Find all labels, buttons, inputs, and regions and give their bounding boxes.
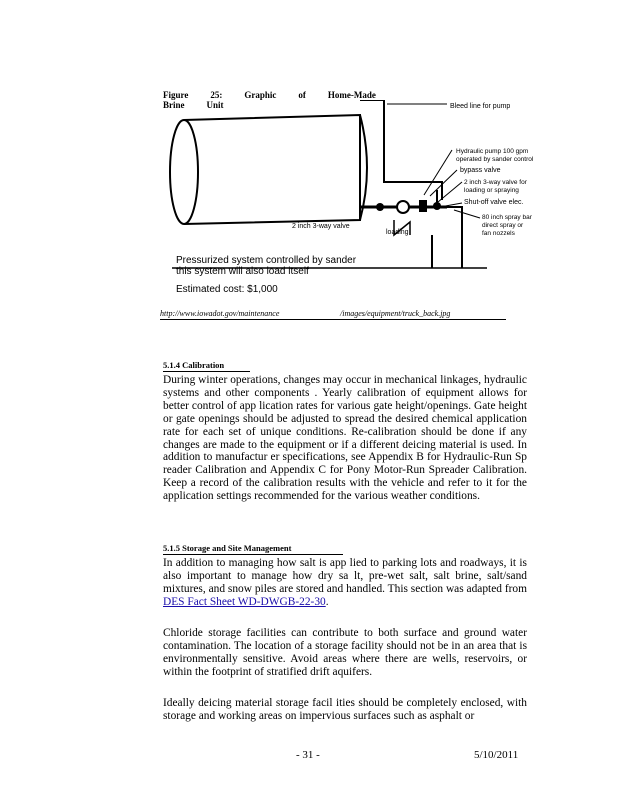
label-valve-2in: 2 inch 3-way valve [292, 223, 350, 230]
section-514-heading: 5.1.4 Calibration [163, 360, 250, 372]
label-bypass: bypass valve [460, 167, 501, 174]
label-cost: Estimated cost: $1,000 [176, 284, 278, 295]
tank-front [360, 115, 367, 220]
label-pressurized-2: this system will also load itself [176, 266, 309, 277]
pump-circle [397, 201, 409, 213]
caption-word: 25: [210, 90, 223, 100]
label-pump-1: Hydraulic pump 100 gpm [456, 148, 529, 155]
caption-word: Brine [163, 100, 185, 110]
label-shutoff: Shut-off valve elec. [464, 199, 524, 206]
caption-word: Unit [206, 100, 224, 110]
caption-word: of [298, 90, 306, 100]
tank-outline [184, 115, 360, 224]
brine-unit-svg [162, 100, 552, 305]
caption-word: Home-Made [327, 90, 376, 100]
label-loading: loading [386, 229, 409, 236]
page-number: - 31 - [296, 749, 320, 761]
label-pressurized-1: Pressurized system controlled by sander [176, 255, 357, 266]
section-515-heading: 5.1.5 Storage and Site Management [163, 543, 343, 555]
caption-word: Figure [163, 90, 189, 100]
label-spray-3: fan nozzels [482, 230, 515, 237]
section-514-body: During winter operations, changes may occur in mechanical linkages, hydraulic systems and other components . Yearly calibration of equipment allows for better control of app lication rates for various gate height/openings. Gate height or gate openings should be adjusted to spread the desired chemical application rate for each set of unique conditions. Re-calibration should be done if any changes are made to the equipment or if a different deicing material is used. In addition to manufactur er specifications, see Appendix B for Hydraulic-Run Sp reader Calibration and Appendix C for Pony Motor-Run Spreader Calibration. Keep a record of the calibration results with the vehicle and refer to it for the application settings recommended for the various weather conditions. [163, 374, 527, 503]
label-3way-2: loading or spraying [464, 187, 519, 194]
section-515-paragraph-1 [163, 557, 527, 609]
section-515-paragraph-3: Ideally deicing material storage facil ities should be completely enclosed, with storage and working areas on impervious surfaces such as asphalt or [163, 697, 527, 722]
source-part-1: http://www.iowadot.gov/maintenance [160, 309, 280, 318]
spray-feed [440, 207, 462, 268]
label-spray-2: direct spray or [482, 222, 524, 229]
valve-2in [376, 203, 384, 211]
figure-source [160, 309, 506, 320]
label-pump-2: operated by sander control [456, 156, 534, 163]
label-3way-1: 2 inch 3-way valve for [464, 179, 527, 186]
caption-word: Graphic [244, 90, 277, 100]
p1-end: . [325, 595, 329, 608]
brine-unit-diagram [162, 100, 552, 305]
footer-date: 5/10/2011 [474, 749, 519, 761]
section-515-paragraph-2: Chloride storage facilities can contribute to both surface and ground water contamination. The location of a storage facility should not be in an area that is environmentally sensitive. Avoid areas where there are wells, reservoirs, or within the footprint of stratified drift aquifers. [163, 627, 527, 678]
fact-sheet-link[interactable]: DES Fact Sheet WD-DWGB-22-30 [163, 595, 326, 608]
label-bleed: Bleed line for pump [450, 103, 511, 110]
p1-text: In addition to managing how salt is app lied to parking lots and roadways, it is also important to manage how dry sa lt, pre-wet salt, salt brine, salt/sand mixtures, and snow piles are stored and handled. This section was adapted from [163, 557, 527, 595]
source-part-2: /images/equipment/truck_back.jpg [340, 309, 451, 318]
tank-end [170, 120, 198, 224]
leader-spray [454, 210, 480, 218]
label-spray-1: 80 inch spray bar [482, 214, 532, 221]
shutoff-valve [419, 200, 427, 212]
